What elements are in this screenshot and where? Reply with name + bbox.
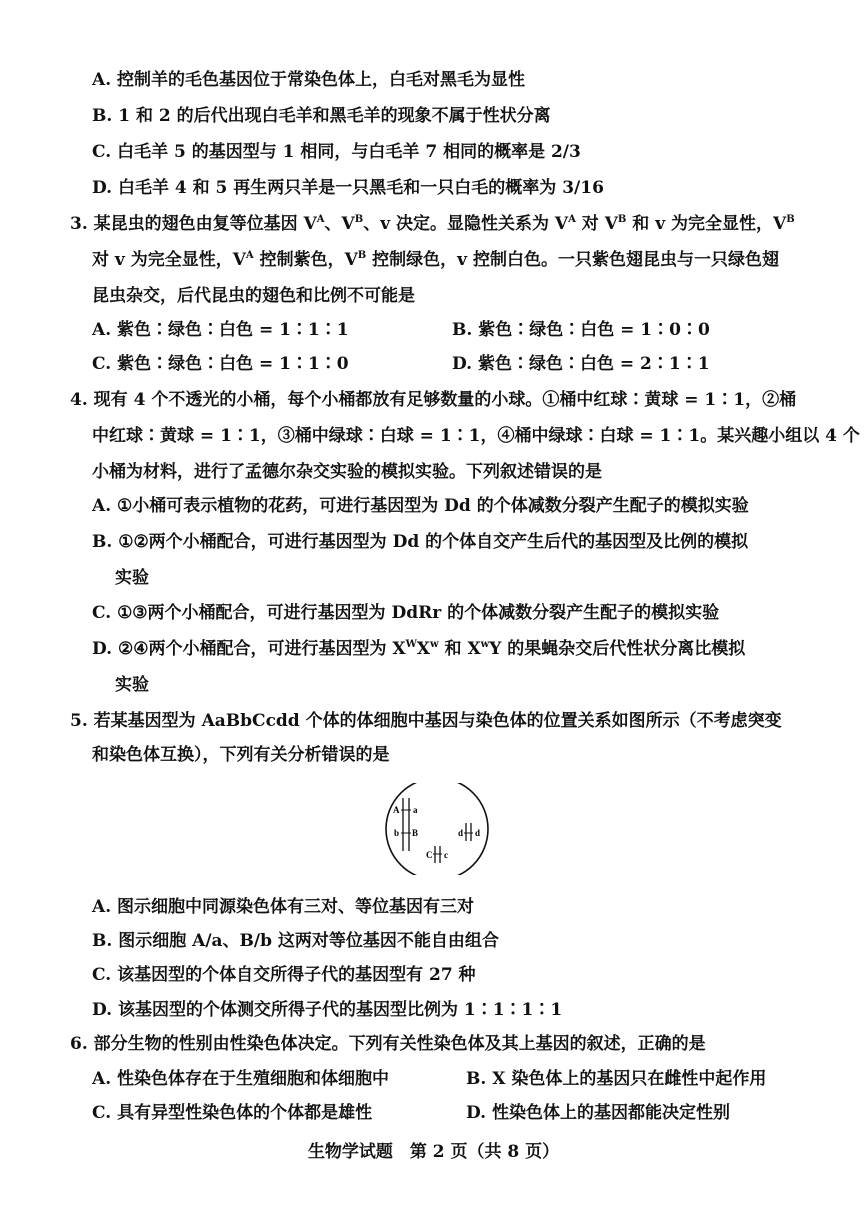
gene-label-a: a: [413, 805, 418, 815]
gene-label-A: A: [393, 805, 400, 815]
q5-stem-line2: 和染色体互换），下列有关分析错误的是: [92, 745, 390, 765]
q6-option-a: A. 性染色体存在于生殖细胞和体细胞中: [92, 1069, 390, 1089]
q3-option-c: C. 紫色∶绿色∶白色 = 1∶1∶0: [92, 354, 349, 374]
page-footer: 生物学试题 第 2 页（共 8 页）: [307, 1142, 560, 1162]
q5-option-d: D. 该基因型的个体测交所得子代的基因型比例为 1∶1∶1∶1: [92, 1000, 563, 1020]
q3-option-a: A. 紫色∶绿色∶白色 = 1∶1∶1: [92, 320, 349, 340]
q4-option-a: A. ①小桶可表示植物的花药，可进行基因型为 Dd 的个体减数分裂产生配子的模拟实验: [92, 496, 749, 516]
q4-option-d: D. ②④两个小桶配合，可进行基因型为 $X^WX^w$ 和 $X^wY$ 的果蝇杂交后代性状分离比模拟: [92, 639, 746, 659]
cell-outline: [386, 783, 488, 875]
q6-option-d: D. 性染色体上的基因都能决定性别: [466, 1103, 730, 1123]
q2-option-b: B. 1 和 2 的后代出现白毛羊和黑毛羊的现象不属于性状分离: [92, 106, 551, 126]
q5-stem-line1: 5. 若某基因型为 AaBbCcdd 个体的体细胞中基因与染色体的位置关系如图所示（不考虑突变: [70, 711, 782, 731]
q3-stem-line2: 对 v 为完全显性，$V^A$ 控制紫色，$V^B$ 控制绿色，v 控制白色。一只紫色翅昆虫与一只绿色翅: [92, 250, 779, 270]
q2-option-a: A. 控制羊的毛色基因位于常染色体上，白毛对黑毛为显性: [92, 70, 526, 90]
q4-option-d-cont: 实验: [115, 675, 149, 695]
gene-label-d-right: d: [475, 828, 481, 838]
q4-option-b: B. ①②两个小桶配合，可进行基因型为 Dd 的个体自交产生后代的基因型及比例的模拟: [92, 532, 749, 552]
q3-option-b: B. 紫色∶绿色∶白色 = 1∶0∶0: [452, 320, 710, 340]
q6-option-c: C. 具有异型性染色体的个体都是雄性: [92, 1103, 373, 1123]
q5-option-c: C. 该基因型的个体自交所得子代的基因型有 27 种: [92, 965, 476, 985]
q6-option-b: B. X 染色体上的基因只在雌性中起作用: [466, 1069, 767, 1089]
q5-option-b: B. 图示细胞 A/a、B/b 这两对等位基因不能自由组合: [92, 931, 499, 951]
q6-stem: 6. 部分生物的性别由性染色体决定。下列有关性染色体及其上基因的叙述，正确的是: [70, 1034, 706, 1054]
q2-option-d: D. 白毛羊 4 和 5 再生两只羊是一只黑毛和一只白毛的概率为 3/16: [92, 178, 604, 198]
gene-label-B: B: [412, 828, 419, 838]
gene-label-c: c: [444, 850, 448, 860]
q3-stem-line1: 3. 某昆虫的翅色由复等位基因 $V^A$、$V^B$、v 决定。显隐性关系为 $V^A$ 对 $V^B$ 和 v 为完全显性，$V^B$: [70, 214, 795, 234]
q4-stem-line1: 4. 现有 4 个不透光的小桶，每个小桶都放有足够数量的小球。①桶中红球∶黄球 = 1∶1，②桶: [70, 390, 797, 410]
q3-option-d: D. 紫色∶绿色∶白色 = 2∶1∶1: [452, 354, 710, 374]
q2-option-c: C. 白毛羊 5 的基因型与 1 相同，与白毛羊 7 相同的概率是 2/3: [92, 142, 581, 162]
gene-label-C: C: [426, 850, 433, 860]
q5-option-a: A. 图示细胞中同源染色体有三对、等位基因有三对: [92, 897, 475, 917]
gene-label-b: b: [394, 828, 400, 838]
q4-option-c: C. ①③两个小桶配合，可进行基因型为 DdRr 的个体减数分裂产生配子的模拟实验: [92, 603, 720, 623]
gene-label-d-left: d: [458, 828, 464, 838]
cell-chromosome-diagram: [383, 783, 491, 875]
q4-stem-line3: 小桶为材料，进行了孟德尔杂交实验的模拟实验。下列叙述错误的是: [92, 462, 602, 482]
q3-stem-line3: 昆虫杂交，后代昆虫的翅色和比例不可能是: [92, 286, 415, 306]
q4-stem-line2: 中红球∶黄球 = 1∶1，③桶中绿球∶白球 = 1∶1，④桶中绿球∶白球 = 1∶1。某兴趣小组以 4 个: [92, 426, 860, 446]
q4-option-b-cont: 实验: [115, 568, 149, 588]
